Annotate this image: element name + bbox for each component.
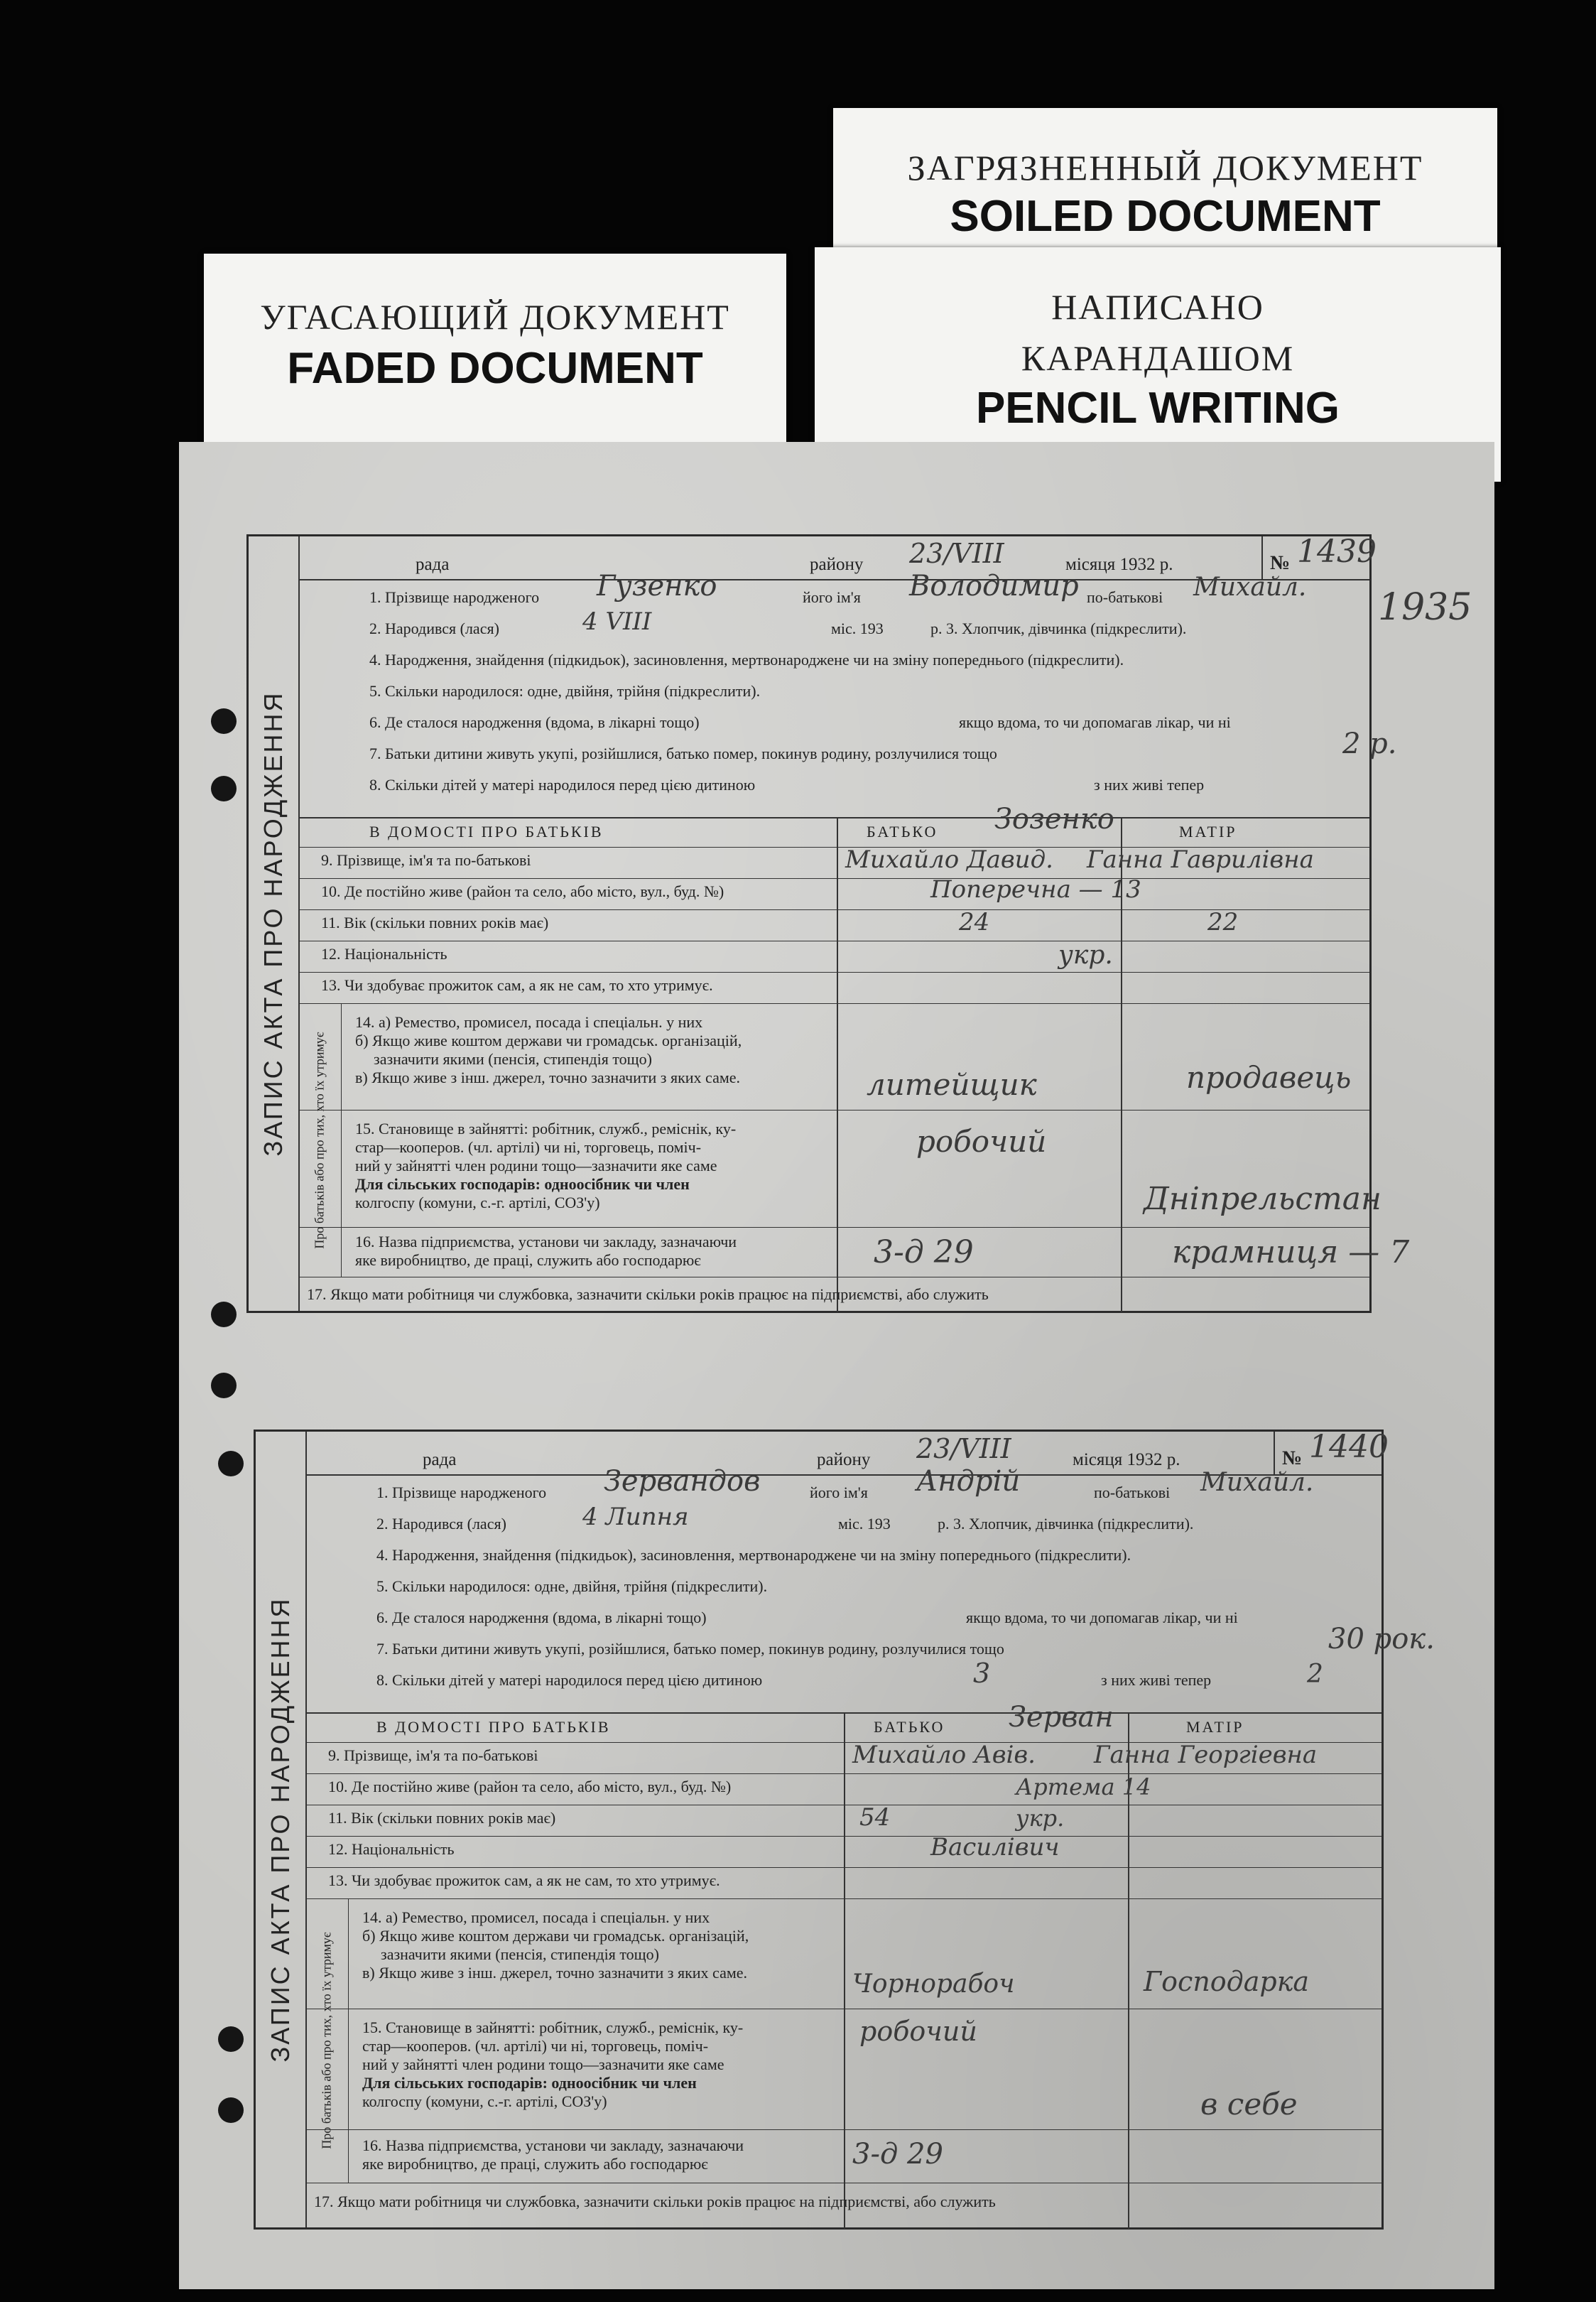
number-prefix: № — [1270, 552, 1291, 574]
punch-hole — [211, 776, 237, 801]
father-status-handwritten: робочий — [916, 1124, 1047, 1159]
line7-handwritten: 2 р. — [1342, 728, 1397, 760]
parents-header-row: В ДОМОСТІ ПРО БАТЬКІВ БАТЬКО МАТІР Зозенко — [298, 818, 1369, 848]
month-year-label: місяця 1932 р. — [1073, 1450, 1180, 1469]
line8b-handwritten: 2 — [1307, 1660, 1323, 1689]
mother-name-handwritten: Ганна Гаврилівна — [1087, 845, 1314, 874]
born-date-handwritten: 4 Липня — [582, 1503, 689, 1531]
punch-hole — [218, 1451, 244, 1476]
punch-hole — [218, 2097, 244, 2123]
parent-row-9: 9. Прізвище, ім'я та по-батькові Михайло Авів. Ганна Георгіевна — [305, 1742, 1381, 1774]
born-date-handwritten: 4 VIII — [582, 607, 652, 636]
record-side-title — [249, 536, 300, 1311]
parent-row-14: 14. а) Ремество, промисел, посада і спеціальн. у них б) Якщо живе коштом держави чи громадськ. організацій, зазначити якими (пенсія, стипендія тощо) в) Якщо живе з інш. джерел, точно зазначити з яких саме. Чорнорабоч Господарка — [305, 1898, 1381, 2009]
name-handwritten: Андрій — [916, 1465, 1021, 1498]
patronymic-handwritten: Михайл. — [1200, 1468, 1314, 1497]
father-job-handwritten: литейщик — [867, 1067, 1037, 1102]
address-handwritten: Поперечна — 13 — [930, 875, 1141, 904]
line-born: 2. Народився (лася) 4 Липня міс. 193 р. 3. Хлопчик, дівчинка (підкреслити). — [376, 1503, 1194, 1533]
parent-row-9: 9. Прізвище, ім'я та по-батькові Михайло Давид. Ганна Гаврилівна — [298, 847, 1369, 879]
number-prefix: № — [1282, 1447, 1303, 1469]
father-age-handwritten: 54 — [859, 1803, 891, 1832]
line-birth-place: 6. Де сталося народження (вдома, в лікарні тощо) якщо вдома, то чи допомагав лікар, чи ні — [376, 1609, 1238, 1626]
sub-side-title: Про батьків або про тих, хто їх утримує — [305, 1898, 349, 2183]
punch-hole — [211, 708, 237, 734]
parent-row-16: 16. Назва підприємства, установи чи закладу, зазначаючи яке виробництво, де праці, служить або господарює 3-д 29 крамниця — 7 — [298, 1227, 1369, 1277]
parent-row-12: 12. Національність Василівич — [305, 1836, 1381, 1868]
rayon-label: району — [810, 555, 864, 574]
line-birth-type: 4. Народження, знайдення (підкидьок), засиновлення, мертвонароджене чи на зміну попереднього (підкреслити). — [376, 1546, 1131, 1564]
surname-handwritten: Гузенко — [597, 570, 717, 602]
mother-org-handwritten: Дніпрельстан — [1144, 1181, 1381, 1217]
surname-handwritten: Зервандов — [604, 1465, 761, 1498]
faded-label-ru: УГАСАЮЩИЙ ДОКУМЕНТ — [260, 297, 730, 337]
parents-section — [305, 1701, 1381, 2229]
sub-side-title: Про батьків або про тих, хто їх утримує — [298, 1003, 342, 1277]
father-surname-handwritten: Зозенко — [994, 803, 1114, 836]
mother-job-handwritten: Господарка — [1144, 1966, 1310, 1997]
birth-record-form-2 — [254, 1429, 1435, 2230]
nationality-handwritten: укр. — [1016, 1805, 1065, 1832]
mother-name-handwritten: Ганна Георгіевна — [1094, 1741, 1318, 1769]
punch-hole — [211, 1302, 237, 1327]
record-date-handwritten: 23/VIII — [909, 538, 1004, 569]
parent-row-11: 11. Вік (скільки повних років має) 24 22 — [298, 909, 1369, 941]
pencil-label-en: PENCIL WRITING — [975, 384, 1340, 433]
mother-status-handwritten: в себе — [1200, 2087, 1298, 2122]
line-born: 2. Народився (лася) 4 VIII міс. 193 р. 3. Хлопчик, дівчинка (підкреслити). — [369, 607, 1187, 637]
parent-row-11: 11. Вік (скільки повних років має) 54 укр. — [305, 1805, 1381, 1837]
parent-row-17: 17. Якщо мати робітниця чи службовка, зазначити скільки років працює на підприємстві, або служить — [307, 1285, 989, 1303]
parent-row-13: 13. Чи здобуває прожиток сам, а як не сам, то хто утримує. — [305, 1867, 1381, 1899]
parents-section — [298, 803, 1410, 1312]
month-year-label: місяця 1932 р. — [1065, 555, 1173, 574]
father-name-handwritten: Михайло Авів. — [852, 1741, 1036, 1769]
side-title-text: ЗАПИС АКТА ПРО НАРОДЖЕННЯ — [266, 1596, 295, 2063]
margin-year-handwritten: 1935 — [1378, 586, 1472, 629]
line-birth-place: 6. Де сталося народження (вдома, в лікарні тощо) якщо вдома, то чи допомагав лікар, чи ні — [369, 713, 1231, 731]
record-date-handwritten: 23/VIII — [916, 1433, 1011, 1464]
side-title-text: ЗАПИС АКТА ПРО НАРОДЖЕННЯ — [259, 691, 288, 1157]
punch-hole — [211, 1373, 237, 1398]
parent-row-10: 10. Де постійно живе (район та село, або місто, вул., буд. №) Артема 14 — [305, 1773, 1381, 1805]
nationality-handwritten: укр. — [1058, 941, 1113, 970]
rayon-label: району — [817, 1450, 871, 1469]
name-handwritten: Володимир — [909, 570, 1079, 602]
line-parents-status: 7. Батьки дитини живуть укупі, розійшлися, батько помер, покинув родину, розлучилися тощо 30 рок. — [376, 1623, 1435, 1658]
mother-age-handwritten: 22 — [1207, 908, 1239, 936]
parent-row-17: 17. Якщо мати робітниця чи службовка, зазначити скільки років працює на підприємстві, або служить — [314, 2193, 996, 2210]
punch-hole — [218, 2026, 244, 2052]
parent-row-16: 16. Назва підприємства, установи чи закладу, зазначаючи яке виробництво, де праці, служить або господарює 3-д 29 — [305, 2129, 1381, 2183]
father-job-handwritten: Чорнорабоч — [852, 1969, 1015, 1999]
line-prior-children: 8. Скільки дітей у матері народилося перед цією дитиною 3 з них живі тепер 2 — [376, 1658, 1323, 1689]
address-handwritten: Артема 14 — [1016, 1773, 1151, 1800]
line-multiples: 5. Скільки народилося: одне, двійня, трійня (підкреслити). — [376, 1577, 768, 1595]
soiled-label-en: SOILED DOCUMENT — [950, 192, 1381, 241]
parent-row-12: 12. Національність укр. — [298, 941, 1369, 973]
parent-row-15: 15. Становище в зайнятті: робітник, служб., реміснік, ку- стар—кооперов. (чл. артілі) чи ні, торговець, поміч- ний у зайнятті член родини тощо—зазначити яке саме Для сільських господарів: одноосібник чи член колгоспу (комуни, с.-г. артілі, СОЗ'у) робочий в себе — [305, 2009, 1381, 2130]
pencil-label-ru2: КАРАНДАШОМ — [1021, 338, 1295, 378]
birth-record-form-1 — [246, 534, 1472, 1313]
father-age-handwritten: 24 — [959, 908, 990, 936]
father-workplace-handwritten: 3-д 29 — [852, 2138, 943, 2171]
line-surname: 1. Прізвище народженого Гузенко його ім'я Володимир по-батькові Михайл. — [369, 570, 1307, 606]
mother-job-handwritten: продавець — [1186, 1060, 1352, 1095]
line7-handwritten: 30 рок. — [1328, 1623, 1435, 1655]
parent-row-15: 15. Становище в зайнятті: робітник, служб., реміснік, ку- стар—кооперов. (чл. артілі) чи ні, торговець, поміч- ний у зайнятті член родини тощо—зазначити яке саме Для сільських господарів: одноосібник чи член колгоспу (комуни, с.-г. артілі, СОЗ'у) робочий Дніпрельстан — [298, 1110, 1369, 1228]
patronymic-handwritten: Михайл. — [1193, 573, 1307, 602]
rada-label: рада — [423, 1450, 457, 1469]
mother-workplace-handwritten: крамниця — 7 — [1172, 1234, 1410, 1270]
line-parents-status: 7. Батьки дитини живуть укупі, розійшлися, батько помер, покинув родину, розлучилися тощо 2 р. — [369, 728, 1397, 762]
parent-row-14: 14. а) Ремество, промисел, посада і спеціальн. у них б) Якщо живе коштом держави чи громадськ. організацій, зазначити якими (пенсія, стипендія тощо) в) Якщо живе з інш. джерел, точно зазначити з яких саме. литейщик продавець — [298, 1003, 1369, 1111]
father-surname-handwritten: Зерван — [1009, 1701, 1114, 1734]
pencil-label-ru1: НАПИСАНО — [1051, 287, 1264, 327]
support-handwritten: Василівич — [930, 1833, 1060, 1861]
parents-header-row: В ДОМОСТІ ПРО БАТЬКІВ БАТЬКО МАТІР Зерван — [305, 1714, 1381, 1743]
line-surname: 1. Прізвище народженого Зервандов його ім'я Андрій по-батькові Михайл. — [376, 1465, 1314, 1501]
line-multiples: 5. Скільки народилося: одне, двійня, трійня (підкреслити). — [369, 682, 761, 700]
parent-row-10: 10. Де постійно живе (район та село, або місто, вул., буд. №) Поперечна — 13 — [298, 878, 1369, 910]
faded-label-en: FADED DOCUMENT — [287, 344, 703, 393]
record-number-handwritten: 1440 — [1309, 1429, 1389, 1465]
parent-row-13: 13. Чи здобуває прожиток сам, а як не сам, то хто утримує. — [298, 972, 1369, 1004]
record-side-title — [256, 1432, 307, 2227]
father-status-handwritten: робочий — [859, 2016, 977, 2047]
faded-document-label — [204, 254, 786, 467]
line-birth-type: 4. Народження, знайдення (підкидьок), засиновлення, мертвонароджене чи на зміну попереднього (підкреслити). — [369, 651, 1124, 669]
record-number-handwritten: 1439 — [1297, 534, 1377, 570]
rada-label: рада — [416, 555, 450, 574]
archival-sheet — [179, 442, 1494, 2289]
father-name-handwritten: Михайло Давид. — [845, 845, 1053, 874]
line-prior-children: 8. Скільки дітей у матері народилося перед цією дитиною з них живі тепер — [369, 776, 1205, 794]
line8-handwritten: 3 — [973, 1658, 991, 1689]
soiled-label-ru: ЗАГРЯЗНЕННЫЙ ДОКУМЕНТ — [907, 148, 1423, 188]
father-workplace-handwritten: 3-д 29 — [874, 1234, 974, 1270]
